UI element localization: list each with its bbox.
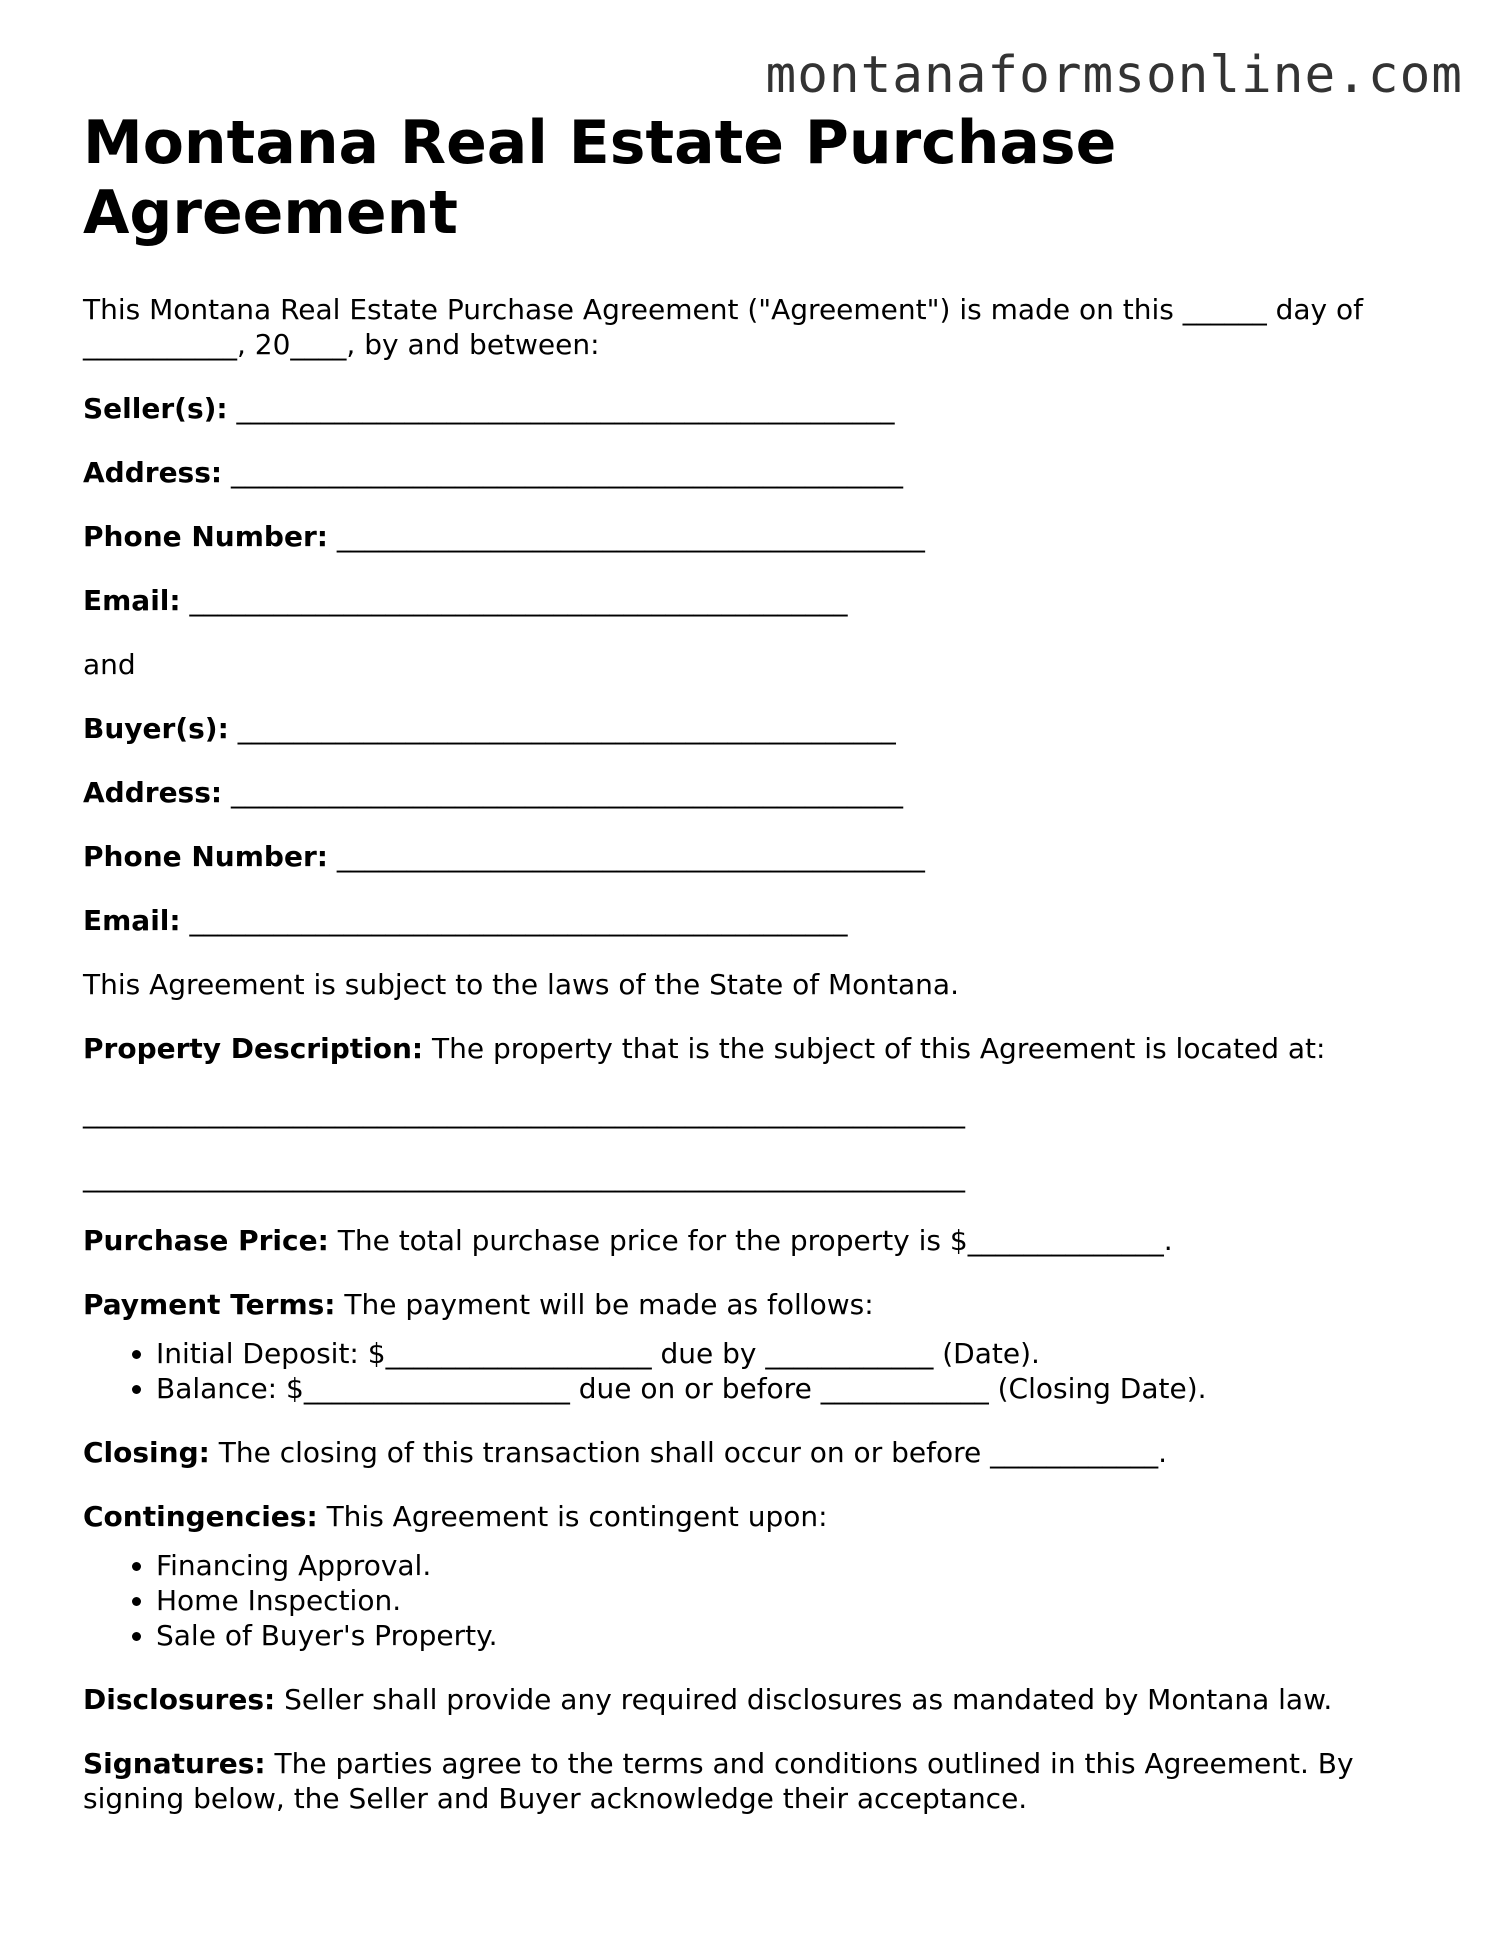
contingencies-label: Contingencies: bbox=[83, 1500, 318, 1533]
seller-email-line bbox=[83, 583, 1423, 618]
seller-address-label: Address: bbox=[83, 456, 223, 489]
payment-terms-list bbox=[83, 1336, 1423, 1406]
seller-address-blank[interactable]: ________________________________________________ bbox=[231, 456, 903, 489]
signatures-text: The parties agree to the terms and conditions outlined in this Agreement. By signing below, the Seller and Buyer acknowledge their acceptance. bbox=[83, 1747, 1354, 1815]
buyer-email-line bbox=[83, 903, 1423, 938]
list-item: • Financing Approval. bbox=[156, 1548, 1423, 1583]
closing-label: Closing: bbox=[83, 1436, 210, 1469]
contingencies-text: This Agreement is contingent upon: bbox=[326, 1500, 828, 1533]
disclosures-label: Disclosures: bbox=[83, 1683, 276, 1716]
seller-address-line bbox=[83, 455, 1423, 490]
closing-text: The closing of this transaction shall occur on or before ____________. bbox=[218, 1436, 1168, 1469]
intro-paragraph: This Montana Real Estate Purchase Agreement ("Agreement") is made on this ______ day of ___________, 20____, by and between: bbox=[83, 293, 1364, 361]
buyer-phone-blank[interactable]: __________________________________________ bbox=[336, 840, 925, 873]
disclosures-text: Seller shall provide any required disclosures as mandated by Montana law. bbox=[284, 1683, 1333, 1716]
document-page bbox=[83, 108, 1423, 1845]
signatures bbox=[83, 1746, 1423, 1816]
purchase-price-text: The total purchase price for the property is $______________. bbox=[337, 1224, 1173, 1257]
property-description-text: The property that is the subject of this Agreement is located at: bbox=[432, 1032, 1326, 1065]
signatures-label: Signatures: bbox=[83, 1747, 266, 1780]
contingencies-list bbox=[83, 1548, 1423, 1653]
buyer-address-blank[interactable]: ________________________________________________ bbox=[231, 776, 903, 809]
property-address-lines bbox=[83, 1095, 1423, 1194]
payment-terms-text: The payment will be made as follows: bbox=[344, 1288, 874, 1321]
seller-phone-blank[interactable]: __________________________________________ bbox=[336, 520, 925, 553]
buyer-email-blank[interactable]: _______________________________________________ bbox=[189, 904, 848, 937]
buyer-address-label: Address: bbox=[83, 776, 223, 809]
list-item: • Initial Deposit: $___________________ due by ____________ (Date). bbox=[156, 1336, 1423, 1371]
list-item: • Home Inspection. bbox=[156, 1583, 1423, 1618]
buyer-phone-line bbox=[83, 839, 1423, 874]
seller-phone-line bbox=[83, 519, 1423, 554]
list-item: • Sale of Buyer's Property. bbox=[156, 1618, 1423, 1653]
buyer-name-line bbox=[83, 711, 1423, 746]
seller-name-blank[interactable]: _______________________________________________ bbox=[236, 392, 895, 425]
property-line-2[interactable]: _______________________________________________________________ bbox=[83, 1160, 965, 1193]
seller-name-line bbox=[83, 391, 1423, 426]
seller-email-blank[interactable]: _______________________________________________ bbox=[189, 584, 848, 617]
buyer-name-blank[interactable]: _______________________________________________ bbox=[237, 712, 896, 745]
purchase-price-label: Purchase Price: bbox=[83, 1224, 329, 1257]
purchase-price bbox=[83, 1223, 1423, 1258]
site-watermark: montanaformsonline.com bbox=[765, 46, 1463, 105]
disclosures bbox=[83, 1682, 1423, 1717]
list-item: • Balance: $___________________ due on or before ____________ (Closing Date). bbox=[156, 1371, 1423, 1406]
payment-terms-label: Payment Terms: bbox=[83, 1288, 336, 1321]
buyer-address-line bbox=[83, 775, 1423, 810]
payment-terms bbox=[83, 1287, 1423, 1322]
governing-law-text: This Agreement is subject to the laws of the State of Montana. bbox=[83, 968, 959, 1001]
property-line-1[interactable]: _______________________________________________________________ bbox=[83, 1096, 965, 1129]
buyer-phone-label: Phone Number: bbox=[83, 840, 328, 873]
property-description-label: Property Description: bbox=[83, 1032, 424, 1065]
contingencies bbox=[83, 1499, 1423, 1534]
seller-phone-label: Phone Number: bbox=[83, 520, 328, 553]
document-title: Montana Real Estate Purchase Agreement bbox=[83, 108, 1117, 248]
seller-email-label: Email: bbox=[83, 584, 181, 617]
buyer-email-label: Email: bbox=[83, 904, 181, 937]
property-description bbox=[83, 1031, 1423, 1066]
closing bbox=[83, 1435, 1423, 1470]
buyer-name-label: Buyer(s): bbox=[83, 712, 229, 745]
seller-name-label: Seller(s): bbox=[83, 392, 228, 425]
and-text: and bbox=[83, 648, 136, 681]
